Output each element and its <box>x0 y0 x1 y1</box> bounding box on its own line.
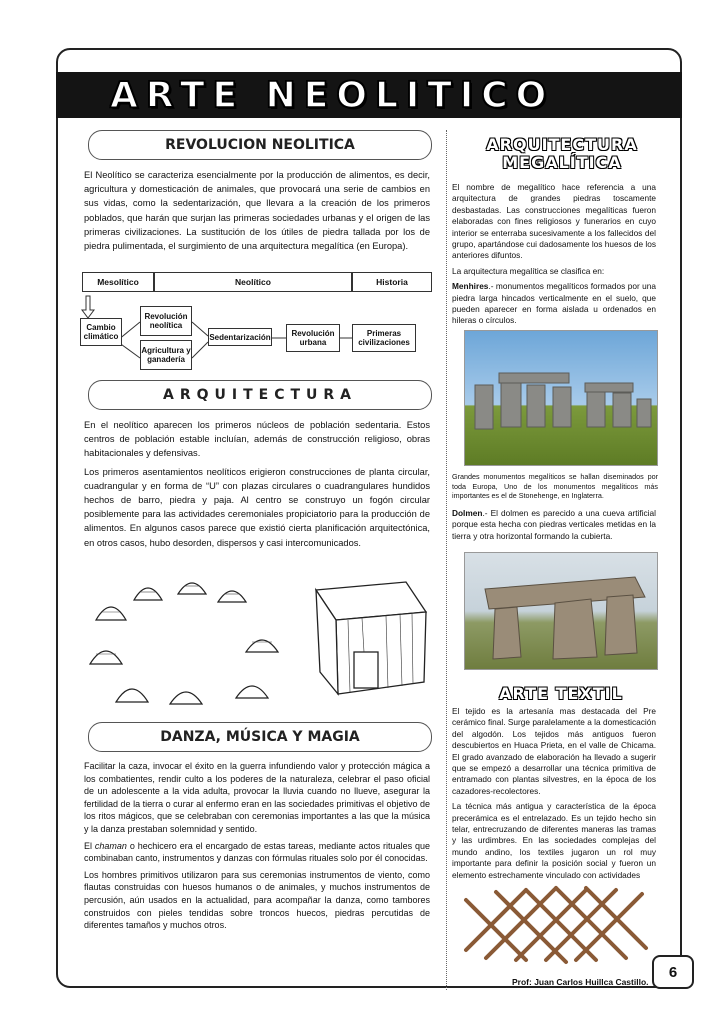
timeline-historia: Historia <box>352 272 432 292</box>
textil-p1: El tejido es la artesanía mas destacada del Pre cerámico final. Surge paralelamente a la domesticación del algodón. Los tejidos más antiguos fueron descubiertos en Huaca Prieta, en el valle de Chicama. El grado avanzado de elaboración ha llevado a sugerir que se empezó a desarrollar una técnica primitiva de entramado con plantas silvestres, en la época de los cazadores-recolectores. <box>452 706 656 796</box>
arquitectura-p1: En el neolítico aparecen los primeros núcleos de población sedentaria. Estos centros de población estable incluían, además de construcción religioso, obras habitacionales y defensivas. <box>84 420 430 459</box>
arquitectura-p2: Los primeros asentamientos neolíticos erigieron construcciones de planta circular, cuadrangular y en forma de “U” con plazas circulares o cuadrangulares hundidos hechos de barro, piedra y paja. Al centro se construyo un fogón circular posiblemente para las actividades ceremoniales propiciatorio para la producción de alimentos. En algunos casos parece que existió cierta planificación arquitectónica, en otros casos, hubo desorden, dispersos y casi intercomunicados. <box>84 466 430 548</box>
timeline-agricultura: Agricultura y ganadería <box>140 340 192 370</box>
page-number: 6 <box>652 955 694 989</box>
timeline-urbana: Revolución urbana <box>286 324 340 352</box>
danza-p3: Los hombres primitivos utilizaron para sus ceremonias instrumentos de viento, como flautas construidas con huesos humanos o de animales, y muchos instrumentos de percusión, aún usados en la actualidad, para acompañar la danza, como tambores construidos con pieles tendidas sobre troncos huecos, piedras percutidas de diferentes tamaños y muchos otros. <box>84 869 430 931</box>
huts-illustration <box>86 572 432 712</box>
page-title: ARTE NEOLITICO <box>110 74 555 116</box>
menhir-text: Menhires.- monumentos megalíticos formados por una piedra larga hincados verticalmente en el suelo, que pueden aparecer en forma aislada u ordenados en hileras o círculos. <box>452 281 656 326</box>
danza-text <box>84 760 430 936</box>
timeline-mesolitico: Mesolítico <box>82 272 154 292</box>
author-footer: Prof: Juan Carlos Huillca Castillo. <box>512 977 649 987</box>
dolmen-text <box>452 508 656 546</box>
column-divider <box>446 130 447 990</box>
revolucion-paragraph: El Neolítico se caracteriza esencialmente por la producción de alimentos, es decir, agricultura y domesticación de animales, que provocará una serie de cambios en sus vidas, como la sedentarización, que llevara a la creación de los primeros poblados, que harán que surjan las primeras sociedades urbanas y el origen de las primeras civilizaciones. La sustitución de los útiles de piedra tallada por los de piedra pulimentada, el surgimiento de una arquitectura megalítica (en Europa). <box>84 170 430 252</box>
textile-image <box>456 880 654 966</box>
megalitica-p2: La arquitectura megalítica se clasifica en: <box>452 265 605 276</box>
dolmen-paragraph: Dolmen.- El dolmen es parecido a una cueva artificial porque esta hecha con piedras verticales metidas en la tierra y otra horizontal formando la cubierta. <box>452 508 656 541</box>
textil-p2: La técnica más antigua y característica de la época precerámica es el entrelazado. Es un tejido hecho sin telar, entrecruzando de diferentes maneras las tramas y las urdimbres. En las sociedades complejas del mundo andino, los textiles jugaron un rol muy importante para definir la posición social y fueron un elemento estrechamente vinculado con actividades <box>452 801 656 880</box>
danza-p1: Facilitar la caza, invocar el éxito en la guerra infundiendo valor y protección mágica a los combatientes, rendir culto a los poderes de la naturaleza, celebrar el paso oficial de un adolescente a la vida adulta, provocar la lluvia cuando no llueve, asegurar la fertilidad de la tierra o curar al enfermo eran en las sociedades primitivas el objetivo de los ritos mágicos, que se celebraban con ceremonias importantes a las que la música y la danza prestaban solemnidad y sentido. <box>84 761 430 834</box>
timeline-cambio: Cambio climático <box>80 318 122 346</box>
revolucion-text <box>84 168 430 257</box>
danza-p2: El chaman o hechicero era el encargado de estas tareas, mediante actos rituales que combinaban canto, instrumentos y danzas con fórmulas rituales solo por él conocidas. <box>84 840 430 864</box>
stonehenge-caption-text: Grandes monumentos megalíticos se hallan diseminados por toda Europa, Uno de los monumentos megalíticos más importantes es el de Stonehenge, en Inglaterra. <box>452 472 658 501</box>
revolucion-heading <box>88 130 432 160</box>
timeline-neolitico: Neolítico <box>154 272 352 292</box>
danza-heading <box>88 722 432 752</box>
dolmen-stones <box>465 553 657 669</box>
megalitica-p1: El nombre de megalítico hace referencia a una arquitectura de grandes piedras toscamente desbastadas. Las construcciones megalíticas fueron elaboradas con fines religiosos y funerarios en cuyo interior se enterraba sucesivamente a los fallecidos del grupo, apartándose cui dadosamente los huesos de los anteriores difuntos. <box>452 182 656 261</box>
danza-heading-text: DANZA, MÚSICA Y MAGIA <box>160 729 360 745</box>
revolucion-heading-text: REVOLUCION NEOLITICA <box>165 137 355 153</box>
arquitectura-heading <box>88 380 432 410</box>
arquitectura-heading-text: ARQUITECTURA <box>162 387 357 403</box>
dolmen-photo <box>464 552 658 670</box>
timeline-revolucion: Revolución neolítica <box>140 306 192 336</box>
chaman-term: chaman <box>94 840 127 851</box>
stonehenge-photo <box>464 330 658 466</box>
timeline-civilizaciones: Primeras civilizaciones <box>352 324 416 352</box>
textil-heading: ARTE TEXTIL <box>499 684 623 703</box>
megalitica-heading: ARQUITECTURA MEGALÍTICA <box>486 135 638 172</box>
textil-text <box>452 706 656 885</box>
stonehenge-stones <box>465 331 657 465</box>
megalitica-text <box>452 182 656 331</box>
timeline-sedentarizacion: Sedentarización <box>208 328 272 346</box>
stonehenge-caption <box>452 472 658 505</box>
arquitectura-text <box>84 418 430 554</box>
